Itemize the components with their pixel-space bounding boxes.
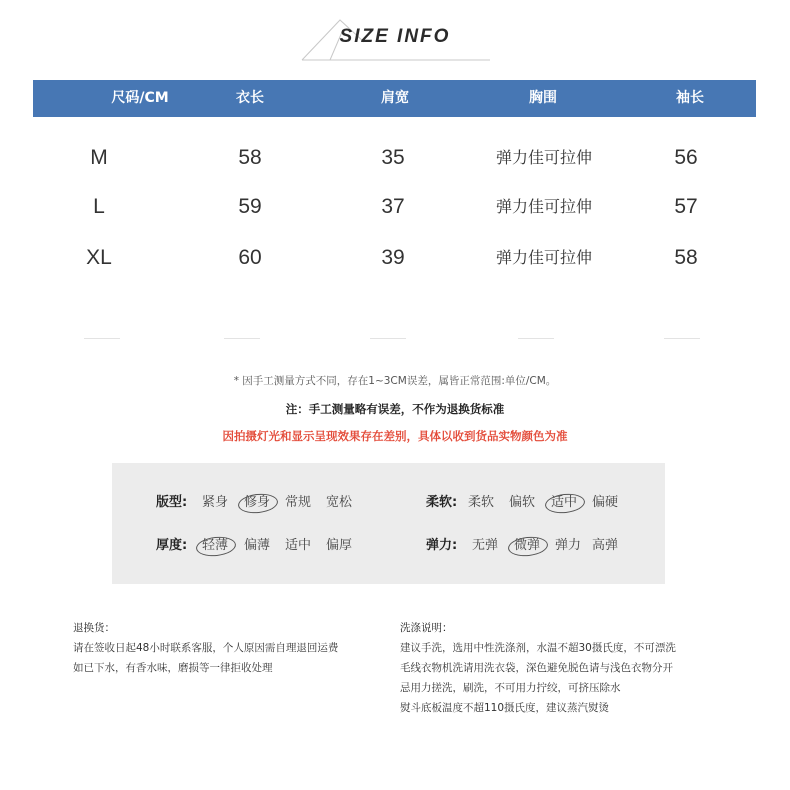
- table-row: [0, 143, 790, 173]
- return-policy-line: 请在签收日起48小时联系客服，个人原因需自理退回运费: [73, 642, 339, 654]
- thickness-option-selected: 轻薄: [202, 535, 228, 557]
- separator-tick: [370, 338, 406, 339]
- softness-option: 偏硬: [592, 495, 619, 510]
- elasticity-option: 弹力: [555, 538, 582, 553]
- thickness-option: 偏薄: [244, 538, 271, 553]
- table-row: [0, 243, 790, 273]
- wash-instruction-line: 建议手洗，选用中性洗涤剂，水温不超30摄氏度，不可漂洗: [400, 642, 676, 654]
- size-cell: L: [93, 195, 105, 218]
- wash-instruction-line: 忌用力搓洗，刷洗，不可用力拧绞，可挤压除水: [400, 682, 621, 694]
- elasticity-row: [426, 535, 656, 557]
- color-disclaimer: 因拍摄灯光和显示呈现效果存在差别，具体以收到货品实物颜色为准: [222, 429, 568, 443]
- size-cell: XL: [86, 246, 112, 269]
- table-row: [0, 192, 790, 222]
- separator-tick: [664, 338, 700, 339]
- separator-tick: [224, 338, 260, 339]
- thickness-option: 偏厚: [326, 538, 353, 553]
- bust-cell: 弹力佳可拉伸: [495, 148, 592, 167]
- shoulder-cell: 39: [381, 246, 405, 269]
- fabric-attributes-panel: [112, 463, 665, 584]
- header-shoulder: 肩宽: [381, 90, 409, 106]
- measurement-warning: 注：手工测量略有误差，不作为退换货标准: [285, 402, 505, 416]
- sleeve-cell: 58: [674, 246, 698, 269]
- thickness-row: [156, 535, 396, 557]
- softness-option: 柔软: [468, 495, 495, 510]
- elasticity-option: 无弹: [472, 538, 499, 553]
- return-policy: [73, 618, 373, 678]
- size-table-header: [33, 80, 756, 117]
- fit-label: 版型:: [156, 495, 188, 510]
- elasticity-label: 弹力:: [426, 538, 458, 553]
- softness-label: 柔软:: [426, 495, 458, 510]
- fit-row: [156, 492, 396, 514]
- wash-instruction-line: 毛线衣物机洗请用洗衣袋，深色避免脱色请与浅色衣物分开: [400, 662, 673, 674]
- length-cell: 60: [238, 246, 262, 269]
- measurement-note: * 因手工测量方式不同，存在1~3CM误差，属皆正常范围:单位/CM。: [233, 375, 557, 387]
- fit-option: 常规: [285, 495, 312, 510]
- row-separator: [0, 338, 790, 342]
- separator-tick: [84, 338, 120, 339]
- bust-cell: 弹力佳可拉伸: [495, 248, 592, 267]
- length-cell: 59: [238, 195, 262, 218]
- return-policy-line: 如已下水，有香水味，磨损等一律拒收处理: [73, 662, 273, 674]
- header-length: 衣长: [236, 90, 264, 106]
- size-cell: M: [90, 146, 108, 169]
- fit-option-selected: 修身: [244, 492, 270, 514]
- elasticity-option-selected: 微弹: [514, 535, 540, 557]
- page-title: SIZE INFO: [339, 26, 451, 47]
- sleeve-cell: 56: [674, 146, 698, 169]
- softness-row: [426, 492, 656, 514]
- softness-option-selected: 适中: [551, 492, 577, 514]
- wash-instruction-line: 熨斗底板温度不超110摄氏度，建议蒸汽熨烫: [400, 702, 610, 714]
- separator-tick: [518, 338, 554, 339]
- fit-option: 紧身: [202, 495, 229, 510]
- shoulder-cell: 35: [381, 146, 405, 169]
- sleeve-cell: 57: [674, 195, 698, 218]
- return-policy-title: 退换货：: [73, 622, 115, 634]
- softness-option: 偏软: [509, 495, 536, 510]
- fit-option: 宽松: [326, 495, 353, 510]
- wash-instructions: [400, 618, 730, 718]
- header-sleeve: 袖长: [676, 90, 704, 106]
- shoulder-cell: 37: [381, 195, 405, 218]
- header-bust: 胸围: [529, 90, 557, 106]
- thickness-option: 适中: [285, 538, 312, 553]
- header-size: 尺码/CM: [111, 90, 169, 106]
- length-cell: 58: [238, 146, 262, 169]
- bust-cell: 弹力佳可拉伸: [495, 197, 592, 216]
- elasticity-option: 高弹: [592, 538, 619, 553]
- title-section: [0, 18, 790, 62]
- wash-instructions-title: 洗涤说明：: [400, 622, 453, 634]
- thickness-label: 厚度:: [156, 538, 188, 553]
